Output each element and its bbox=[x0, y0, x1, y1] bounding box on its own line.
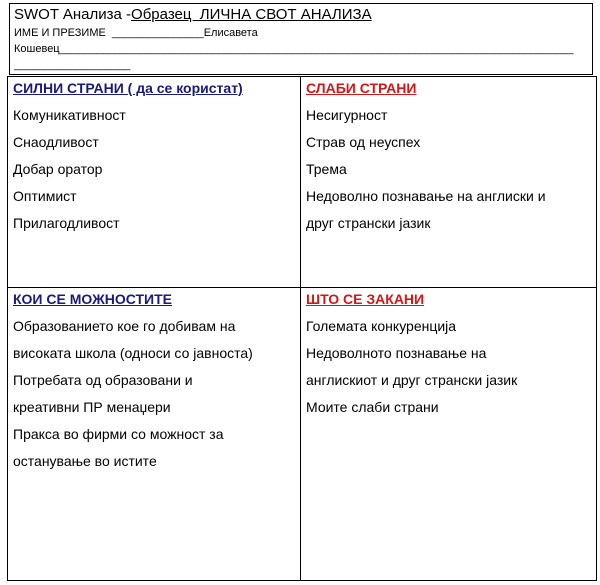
title-underlined: Образец ЛИЧНА СВОТ АНАЛИЗА bbox=[131, 6, 372, 23]
list-item: Пракса во фирми со можност за bbox=[13, 426, 224, 442]
header-box bbox=[9, 3, 593, 75]
list-item: Недоволното познавање на bbox=[306, 345, 487, 361]
list-item: Потребата од образовани и bbox=[13, 372, 193, 388]
strengths-heading: СИЛНИ СТРАНИ ( да се користат) bbox=[13, 80, 243, 96]
threats-heading: ШТО СЕ ЗАКАНИ bbox=[306, 291, 425, 307]
list-item: високата школа (односи со јавноста) bbox=[13, 345, 253, 361]
list-item: Образованието кое го добивам на bbox=[13, 318, 236, 334]
list-item: Страв од неуспех bbox=[306, 134, 421, 150]
title-prefix: SWOT Анализа - bbox=[14, 6, 132, 23]
document-title bbox=[14, 5, 588, 25]
opportunities-cell bbox=[8, 288, 301, 580]
list-item: Трема bbox=[306, 161, 347, 177]
list-item: Големата конкуренција bbox=[306, 318, 457, 334]
strengths-cell bbox=[8, 77, 301, 288]
list-item: Комуникативност bbox=[13, 107, 126, 123]
weaknesses-cell bbox=[301, 77, 596, 288]
list-item: Снаодливост bbox=[13, 134, 99, 150]
threats-cell bbox=[301, 288, 596, 580]
name-line: ИМЕ И ПРЕЗИМЕ _______________Елисавета bbox=[14, 27, 258, 39]
list-item: англискиот и друг странски јазик bbox=[306, 372, 518, 388]
list-item: Оптимист bbox=[13, 188, 77, 204]
list-item: Недоволно познавање на англиски и bbox=[306, 188, 546, 204]
list-item: Добар оратор bbox=[13, 161, 103, 177]
list-item: Несигурност bbox=[306, 107, 388, 123]
swot-table bbox=[7, 76, 597, 581]
surname-line: Кошевец____________________________________________________________________________________ bbox=[14, 43, 574, 55]
list-item: останување во истите bbox=[13, 453, 157, 469]
list-item: Моите слаби страни bbox=[306, 399, 439, 415]
list-item: Прилагодливост bbox=[13, 215, 120, 231]
weaknesses-heading: СЛАБИ СТРАНИ bbox=[306, 80, 417, 96]
opportunities-heading: КОИ СЕ МОЖНОСТИТЕ bbox=[13, 291, 173, 307]
blank-line: ___________________ bbox=[14, 59, 131, 71]
list-item: креативни ПР менаџери bbox=[13, 399, 171, 415]
list-item: друг странски јазик bbox=[306, 215, 431, 231]
